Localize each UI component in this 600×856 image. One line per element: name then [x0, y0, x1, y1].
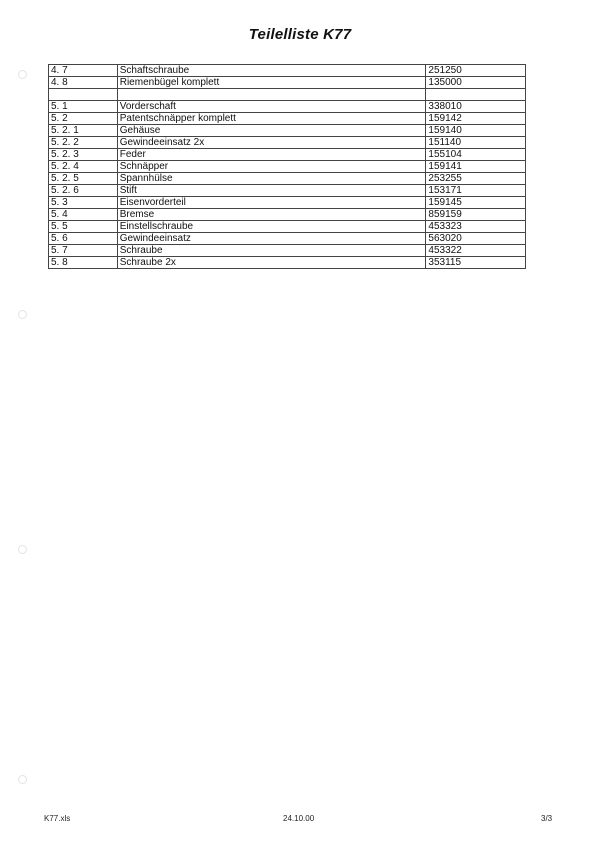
part-position: 4. 8 [49, 77, 118, 89]
part-position: 4. 7 [49, 65, 118, 77]
part-number: 253255 [426, 173, 526, 185]
table-row [49, 89, 526, 101]
part-position: 5. 8 [49, 257, 118, 269]
part-number: 453323 [426, 221, 526, 233]
part-number: 155104 [426, 149, 526, 161]
part-position: 5. 5 [49, 221, 118, 233]
part-position: 5. 2. 2 [49, 137, 118, 149]
part-position: 5. 6 [49, 233, 118, 245]
table-row [49, 125, 526, 137]
part-position: 5. 3 [49, 197, 118, 209]
part-description: Vorderschaft [117, 101, 426, 113]
part-position: 5. 2. 3 [49, 149, 118, 161]
table-row [49, 77, 526, 89]
parts-table-body [49, 65, 526, 269]
footer-filename: K77.xls [44, 814, 71, 823]
part-description: Feder [117, 149, 426, 161]
table-row [49, 197, 526, 209]
part-description: Schraube 2x [117, 257, 426, 269]
table-row [49, 65, 526, 77]
part-description: Gehäuse [117, 125, 426, 137]
part-description: Eisenvorderteil [117, 197, 426, 209]
part-description: Gewindeeinsatz 2x [117, 137, 426, 149]
part-position [49, 89, 118, 101]
part-position: 5. 4 [49, 209, 118, 221]
part-position: 5. 2. 1 [49, 125, 118, 137]
part-position: 5. 2. 5 [49, 173, 118, 185]
part-description [117, 89, 426, 101]
parts-table [48, 64, 526, 269]
part-description: Schraube [117, 245, 426, 257]
punch-hole-icon [18, 775, 27, 784]
part-description: Schnäpper [117, 161, 426, 173]
page-title: Teilelliste K77 [248, 26, 352, 43]
punch-hole-icon [18, 545, 27, 554]
table-row [49, 185, 526, 197]
part-description: Stift [117, 185, 426, 197]
part-number: 251250 [426, 65, 526, 77]
table-row [49, 209, 526, 221]
part-number: 151140 [426, 137, 526, 149]
part-number: 135000 [426, 77, 526, 89]
part-description: Schaftschraube [117, 65, 426, 77]
part-description: Bremse [117, 209, 426, 221]
punch-hole-icon [18, 70, 27, 79]
part-description: Einstellschraube [117, 221, 426, 233]
table-row [49, 161, 526, 173]
table-row [49, 137, 526, 149]
part-number: 563020 [426, 233, 526, 245]
punch-hole-icon [18, 310, 27, 319]
part-position: 5. 7 [49, 245, 118, 257]
part-number: 453322 [426, 245, 526, 257]
part-description: Spannhülse [117, 173, 426, 185]
part-number: 159142 [426, 113, 526, 125]
table-row [49, 233, 526, 245]
part-description: Patentschnäpper komplett [117, 113, 426, 125]
part-number: 159140 [426, 125, 526, 137]
footer-page-number: 3/3 [541, 814, 553, 823]
part-number: 159145 [426, 197, 526, 209]
part-description: Riemenbügel komplett [117, 77, 426, 89]
table-row [49, 149, 526, 161]
part-number: 159141 [426, 161, 526, 173]
part-position: 5. 2. 6 [49, 185, 118, 197]
table-row [49, 173, 526, 185]
part-number: 353115 [426, 257, 526, 269]
part-position: 5. 1 [49, 101, 118, 113]
table-row [49, 113, 526, 125]
part-number: 859159 [426, 209, 526, 221]
footer-date: 24.10.00 [283, 814, 315, 823]
part-number [426, 89, 526, 101]
part-position: 5. 2 [49, 113, 118, 125]
table-row [49, 245, 526, 257]
table-row [49, 257, 526, 269]
part-number: 153171 [426, 185, 526, 197]
table-row [49, 101, 526, 113]
part-position: 5. 2. 4 [49, 161, 118, 173]
part-number: 338010 [426, 101, 526, 113]
table-row [49, 221, 526, 233]
part-description: Gewindeeinsatz [117, 233, 426, 245]
